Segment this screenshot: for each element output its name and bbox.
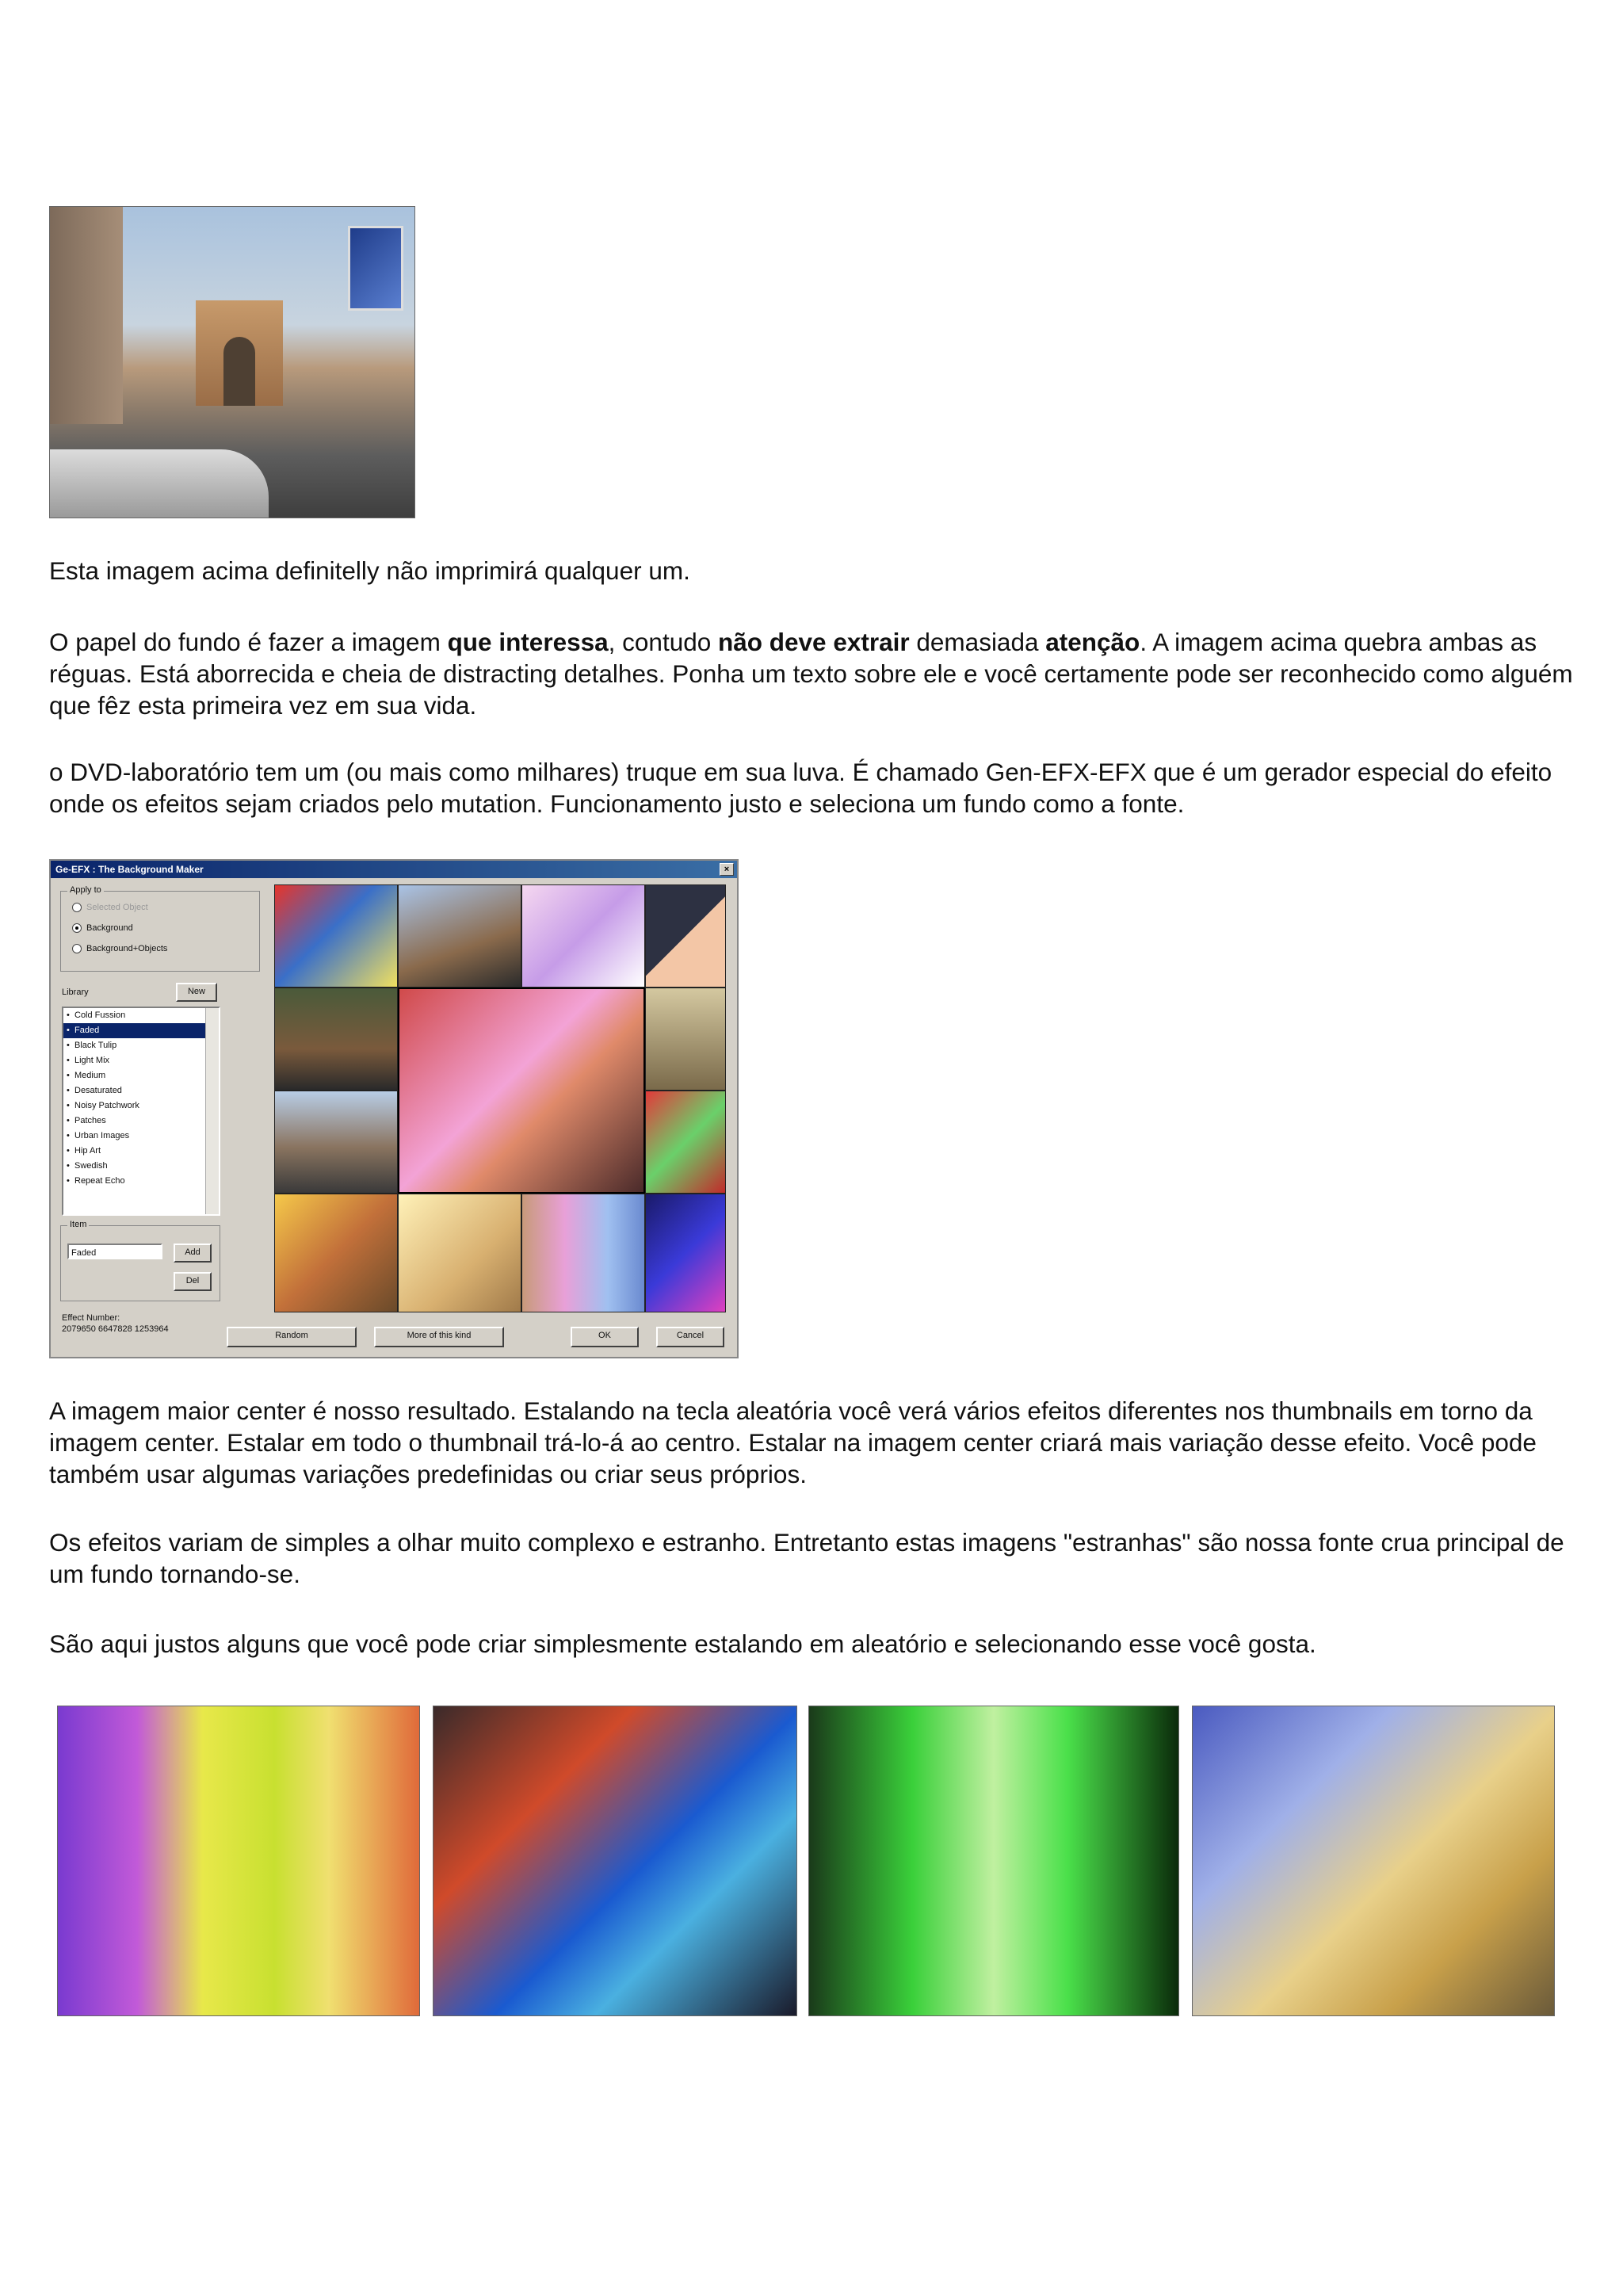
paragraph-4: A imagem maior center é nosso resultado. Estalando na tecla aleatória você verá vários efeitos diferentes nos thumbnails em torno da imagem center. Estalar em todo o thumbnail trá-lo-á ao centro. Estalar na imagem center criará mais variação desse efeito. Você pode também usar algumas variações predefinidas ou criar seus próprios. [49,1396,1537,1488]
thumbnail[interactable] [398,1194,521,1312]
radio-icon [72,944,82,953]
dialog-button-bar [51,1320,737,1352]
thumbnail[interactable] [274,1091,398,1194]
list-item[interactable]: • Repeat Echo [63,1174,219,1189]
library-list[interactable] [62,1007,220,1216]
list-item[interactable]: • Swedish [63,1159,219,1174]
paragraph-1: Esta imagem acima definitelly não imprimirá qualquer um. [49,556,690,585]
thumbnail[interactable] [274,988,398,1091]
effect-example-2 [433,1706,797,2016]
thumbnail[interactable] [645,884,726,988]
effect-number: Effect Number: 2079650 6647828 1253964 [62,1313,169,1334]
thumbnail[interactable] [521,884,645,988]
thumbnail[interactable] [274,1194,398,1312]
effect-example-4 [1192,1706,1555,2016]
list-item[interactable]: • Desaturated [63,1083,219,1098]
effect-example-1 [57,1706,420,2016]
paragraph-2: O papel do fundo é fazer a imagem que interessa, contudo não deve extrair demasiada atenção. A imagem acima quebra ambas as réguas. Está aborrecida e cheia de distracting detalhes. Ponha um texto sobre ele e você certamente pode ser reconhecido como alguém que fêz esta primeira vez em sua vida. [49,628,1573,720]
list-item-selected[interactable]: • Faded [63,1023,219,1038]
cancel-button[interactable]: Cancel [656,1327,724,1347]
paragraph-5: Os efeitos variam de simples a olhar muito complexo e estranho. Entretanto estas imagens "estranhas" são nossa fonte crua principal de um fundo tornando-se. [49,1528,1564,1588]
apply-to-label: Apply to [67,885,104,895]
paragraph-3: o DVD-laboratório tem um (ou mais como milhares) truque em sua luva. É chamado Gen-EFX-EFX que é um gerador especial do efeito onde os efeitos sejam criados pelo mutation. Funcionamento justo e seleciona um fundo como a fonte. [49,758,1552,818]
new-button[interactable]: New [176,983,217,1002]
thumbnail[interactable] [274,884,398,988]
radio-selected-object[interactable]: Selected Object [72,903,148,912]
radio-background[interactable]: Background [72,923,133,933]
effect-example-3 [808,1706,1179,2016]
thumbnail[interactable] [645,1194,726,1312]
list-item[interactable]: • Patches [63,1114,219,1129]
left-panel [57,883,265,1350]
list-item[interactable]: • Light Mix [63,1053,219,1068]
radio-background-objects[interactable]: Background+Objects [72,944,167,953]
radio-icon [72,903,82,912]
ok-button[interactable]: OK [571,1327,639,1347]
del-button[interactable]: Del [174,1272,212,1291]
more-of-this-kind-button[interactable]: More of this kind [374,1327,504,1347]
library-label: Library [62,988,89,997]
dialog-titlebar [51,861,737,878]
item-field[interactable]: Faded [67,1244,162,1259]
list-item[interactable]: • Medium [63,1068,219,1083]
list-item[interactable]: • Urban Images [63,1129,219,1144]
dialog-title: Ge-EFX : The Background Maker [55,864,204,875]
close-icon[interactable]: × [720,863,734,876]
list-scrollbar[interactable] [205,1008,219,1214]
thumbnail[interactable] [521,1194,645,1312]
apply-to-group [60,885,260,972]
thumbnail-grid [274,884,726,1312]
add-button[interactable]: Add [174,1244,212,1263]
list-item[interactable]: • Hip Art [63,1144,219,1159]
item-label: Item [67,1220,89,1229]
center-preview[interactable] [398,988,645,1194]
list-item[interactable]: • Cold Fussion [63,1008,219,1023]
thumbnail[interactable] [645,1091,726,1194]
paragraph-6: São aqui justos alguns que você pode criar simplesmente estalando em aleatório e selecionando esse você gosta. [49,1629,1316,1658]
list-item[interactable]: • Noisy Patchwork [63,1098,219,1114]
list-item[interactable]: • Black Tulip [63,1038,219,1053]
background-maker-dialog [49,859,739,1358]
radio-checked-icon [72,923,82,933]
random-button[interactable]: Random [227,1327,357,1347]
thumbnail[interactable] [398,884,521,988]
original-photo [49,206,415,518]
thumbnail[interactable] [645,988,726,1091]
item-group [60,1220,220,1301]
